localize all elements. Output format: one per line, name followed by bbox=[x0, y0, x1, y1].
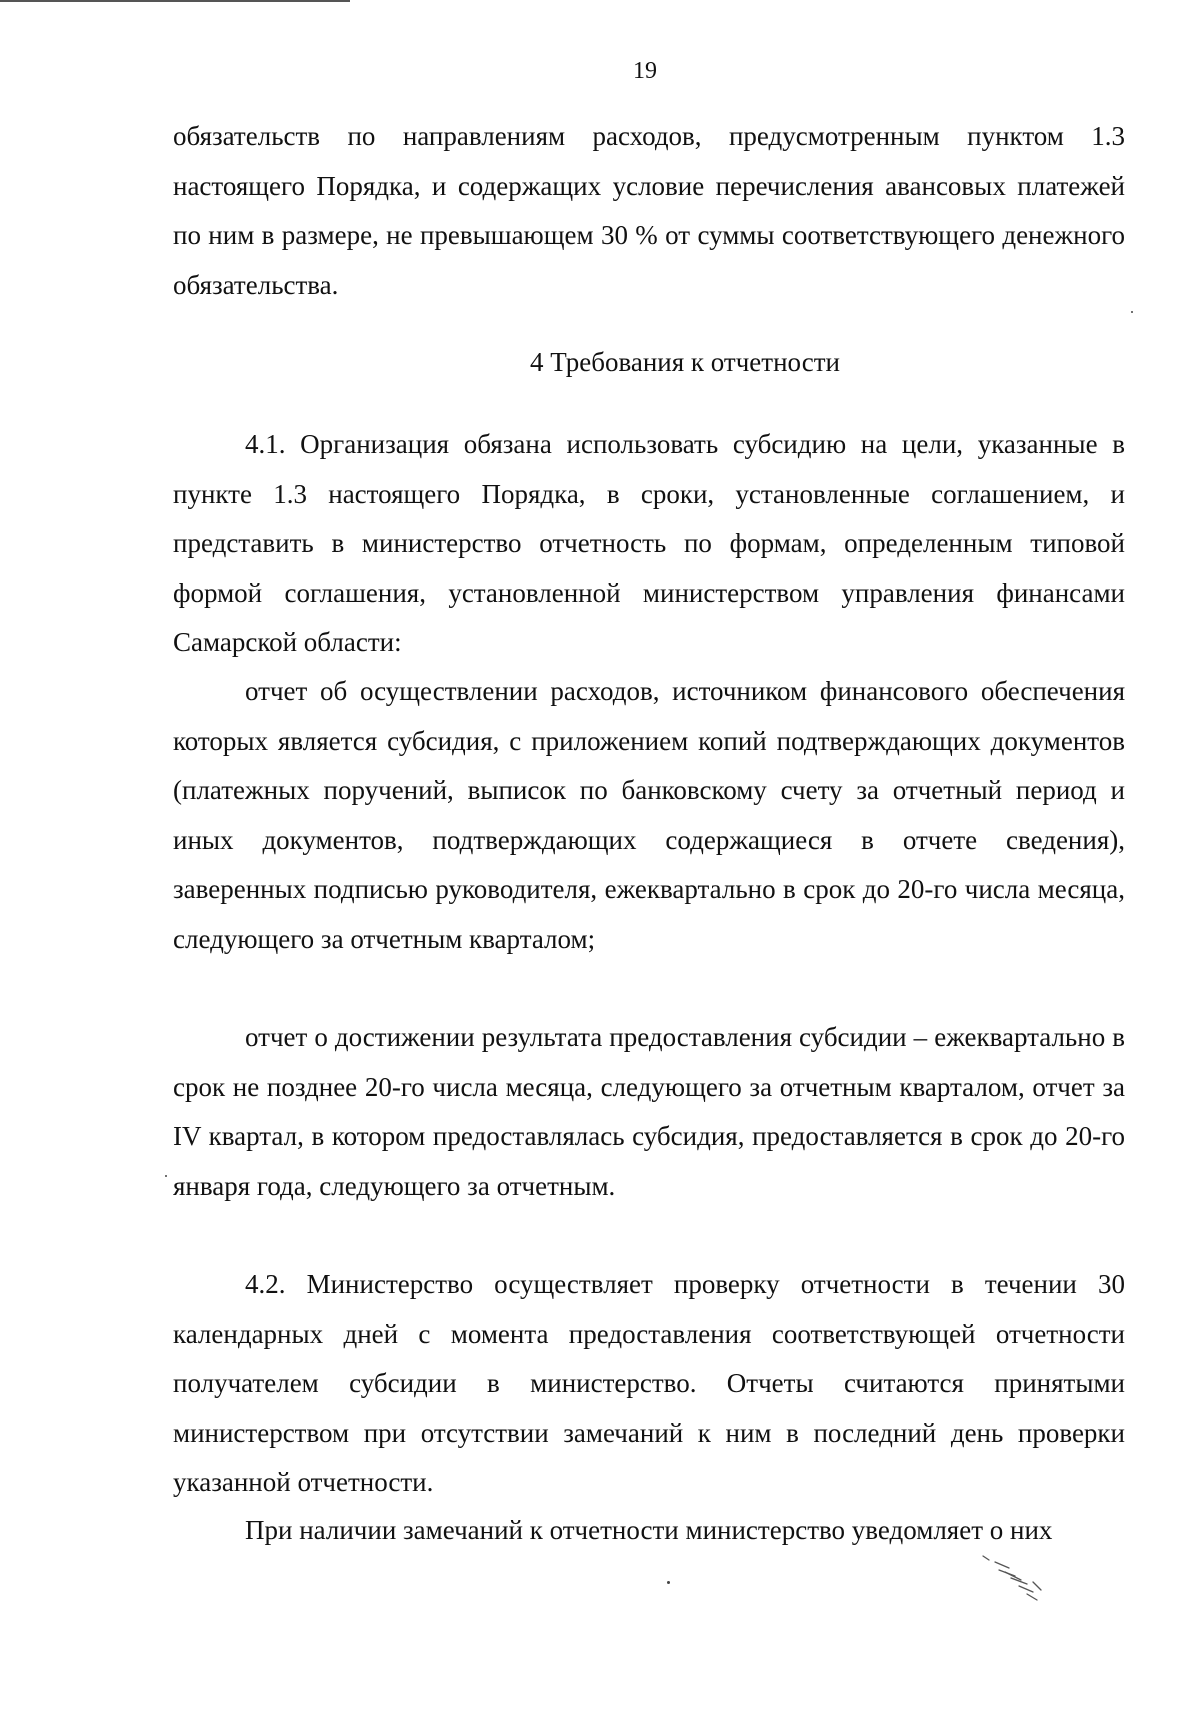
page-number: 19 bbox=[633, 58, 657, 84]
scan-speck bbox=[165, 1175, 167, 1177]
paragraph-report-results: отчет о достижении результата предоставления субсидии – ежеквартально в срок не позднее 20-го числа месяца, следующего за отчетным кварталом, отчет за IV квартал, в котором предоставлялась субсидия, предоставляется в срок до 20-го января года, следующего за отчетным. bbox=[173, 1022, 1125, 1201]
paragraph-4-2: 4.2. Министерство осуществляет проверку отчетности в течении 30 календарных дней с момента предоставления соответствующей отчетности получателем субсидии в министерство. Отчеты считаются принятыми министерством при отсутствии замечаний к ним в последний день проверки указанной отчетности. bbox=[173, 1269, 1125, 1497]
section-heading: 4 Требования к отчетности bbox=[530, 347, 840, 377]
paragraph-4-1: 4.1. Организация обязана использовать субсидию на цели, указанные в пункте 1.3 настоящего Порядка, в сроки, установленные соглашением, и представить в министерство отчетность по формам, определенным типовой формой соглашения, установленной министерством управления финансами Самарской области: bbox=[173, 429, 1125, 657]
top-edge-rule bbox=[0, 0, 350, 2]
scan-speck bbox=[1131, 311, 1133, 313]
paragraph-report-expenses: отчет об осуществлении расходов, источником финансового обеспечения которых является субсидия, с приложением копий подтверждающих документов (платежных поручений, выписок по банковскому счету за отчетный период и иных документов, подтверждающих содержащиеся в отчете сведения), заверенных подписью руководителя, ежеквартально в срок до 20-го числа месяца, следующего за отчетным кварталом; bbox=[173, 676, 1125, 954]
scan-speck bbox=[667, 1581, 670, 1584]
scan-mark-scribble bbox=[975, 1548, 1065, 1608]
paragraph-remarks: При наличии замечаний к отчетности министерство уведомляет о них bbox=[245, 1515, 1053, 1545]
paragraph-continuation: обязательств по направлениям расходов, предусмотренным пунктом 1.3 настоящего Порядка, и содержащих условие перечисления авансовых платежей по ним в размере, не превышающем 30 % от суммы соответствующего денежного обязательства. bbox=[173, 121, 1125, 300]
